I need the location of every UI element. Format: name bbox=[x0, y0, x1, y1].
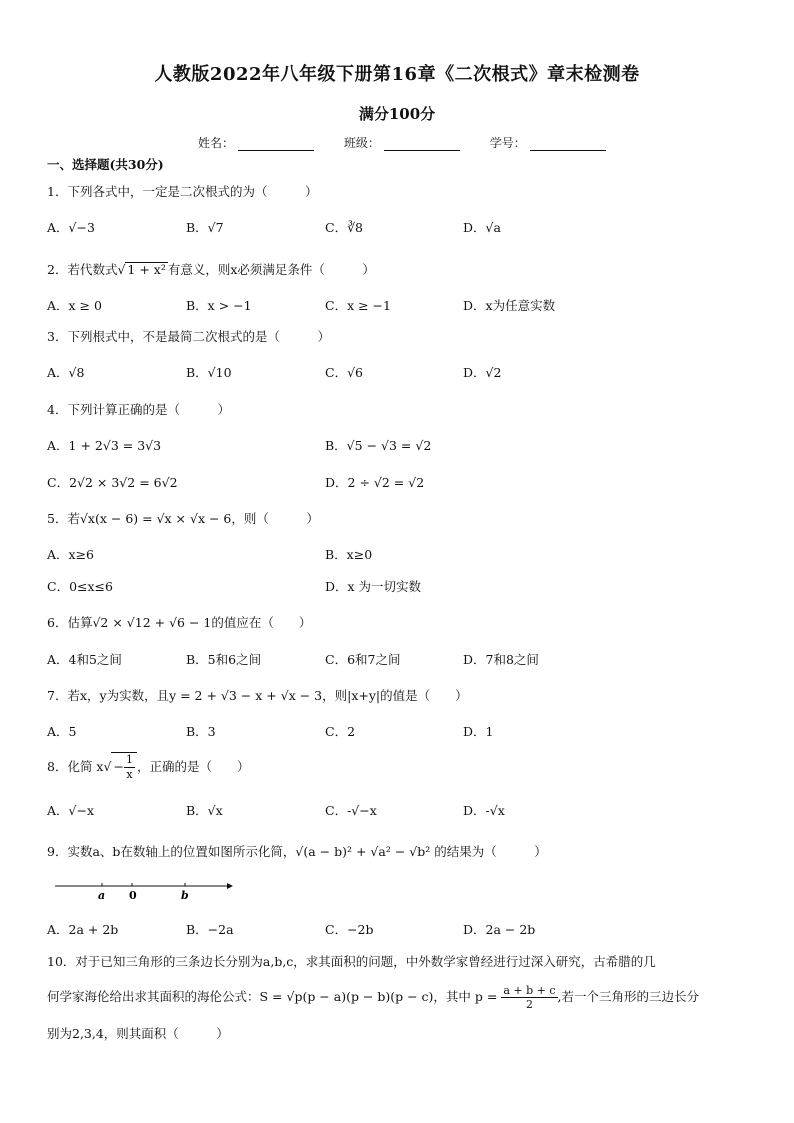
q2-option-c: C．x ≥ −1 bbox=[325, 298, 391, 313]
student-info bbox=[198, 134, 632, 151]
label-0: 0 bbox=[129, 889, 137, 902]
score-subtitle: 满分100分 bbox=[358, 105, 436, 123]
q7-option-a: A．5 bbox=[47, 724, 77, 739]
q9-option-b: B．−2a bbox=[186, 922, 234, 937]
q7-option-c: C．2 bbox=[325, 724, 356, 739]
question-8: 8．化简 x√ − $\frac{1}{x}$ ，正确的是（ ） bbox=[47, 753, 250, 781]
arrow-icon bbox=[227, 883, 233, 889]
number-line-figure bbox=[55, 878, 235, 902]
q9-option-d: D．2a − 2b bbox=[463, 922, 536, 937]
q1-option-b: B．√7 bbox=[186, 220, 224, 235]
question-4: 4．下列计算正确的是（ ） bbox=[47, 402, 230, 417]
q1-option-c: C．∛8 bbox=[325, 220, 363, 235]
question-7: 7．若x，y为实数，且y = 2 + √3 − x + √x − 3，则|x+y|的值是（ ） bbox=[47, 688, 468, 703]
page-title: 人教版2022年八年级下册第16章《二次根式》章末检测卷 bbox=[154, 64, 640, 85]
id-field[interactable]: 学号： bbox=[490, 134, 606, 151]
q8-option-d: D．-√x bbox=[463, 803, 505, 818]
question-6: 6．估算√2 × √12 + √6 − 1的值应在（ ） bbox=[47, 615, 312, 630]
q6-option-c: C．6和7之间 bbox=[325, 652, 401, 667]
class-field[interactable]: 班级： bbox=[344, 134, 460, 151]
question-3: 3．下列根式中，不是最简二次根式的是（ ） bbox=[47, 329, 330, 344]
q9-option-c: C．−2b bbox=[325, 922, 374, 937]
q4-option-c: C．2√2 × 3√2 = 6√2 bbox=[47, 475, 178, 490]
q7-option-b: B．3 bbox=[186, 724, 216, 739]
q8-option-b: B．√x bbox=[186, 803, 223, 818]
question-9: 9．实数a、b在数轴上的位置如图所示化简，√(a − b)² + √a² − √b² 的结果为（ ） bbox=[47, 844, 547, 859]
label-b: b bbox=[181, 889, 189, 902]
label-a: a bbox=[98, 889, 106, 902]
question-2: 2．若代数式√ 1 + x² 有意义，则x必须满足条件（ ） bbox=[47, 262, 375, 277]
q5-option-c: C．0≤x≤6 bbox=[47, 579, 113, 594]
q4-option-b: B．√5 − √3 = √2 bbox=[325, 438, 432, 453]
q2-option-a: A．x ≥ 0 bbox=[47, 298, 102, 313]
q2-option-b: B．x > −1 bbox=[186, 298, 252, 313]
q5-option-a: A．x≥6 bbox=[47, 547, 95, 562]
q7-option-d: D．1 bbox=[463, 724, 494, 739]
question-10-line3: 别为2,3,4，则其面积（ ） bbox=[47, 1026, 229, 1041]
q3-option-d: D．√2 bbox=[463, 365, 502, 380]
q9-option-a: A．2a + 2b bbox=[47, 922, 119, 937]
q1-option-d: D．√a bbox=[463, 220, 501, 235]
q5-option-b: B．x≥0 bbox=[325, 547, 373, 562]
q6-option-b: B．5和6之间 bbox=[186, 652, 262, 667]
q5-option-d: D．x 为一切实数 bbox=[325, 579, 422, 594]
question-1: 1．下列各式中，一定是二次根式的为（ ） bbox=[47, 184, 318, 199]
q3-option-c: C．√6 bbox=[325, 365, 363, 380]
question-10-line1: 10．对于已知三角形的三条边长分别为a,b,c，求其面积的问题，中外数学家曾经进行过深入研究，古希腊的几 bbox=[47, 954, 656, 969]
q4-option-a: A．1 + 2√3 = 3√3 bbox=[47, 438, 162, 453]
section-heading: 一、选择题(共30分) bbox=[47, 157, 164, 172]
question-5: 5．若√x(x − 6) = √x × √x − 6，则（ ） bbox=[47, 511, 319, 526]
q8-option-a: A．√−x bbox=[47, 803, 95, 818]
q2-option-d: D．x为任意实数 bbox=[463, 298, 556, 313]
q3-option-a: A．√8 bbox=[47, 365, 85, 380]
question-10-line2: 何学家海伦给出求其面积的海伦公式：S = √p(p − a)(p − b)(p − c)，其中 p = $\frac{a + b + c}{2}$ ,若一个三角形的三边长分 bbox=[47, 984, 700, 1011]
name-field[interactable]: 姓名： bbox=[198, 134, 314, 151]
q6-option-d: D．7和8之间 bbox=[463, 652, 539, 667]
q8-option-c: C．-√−x bbox=[325, 803, 377, 818]
q6-option-a: A．4和5之间 bbox=[47, 652, 122, 667]
q1-option-a: A．√−3 bbox=[47, 220, 95, 235]
q3-option-b: B．√10 bbox=[186, 365, 232, 380]
q4-option-d: D．2 ÷ √2 = √2 bbox=[325, 475, 425, 490]
